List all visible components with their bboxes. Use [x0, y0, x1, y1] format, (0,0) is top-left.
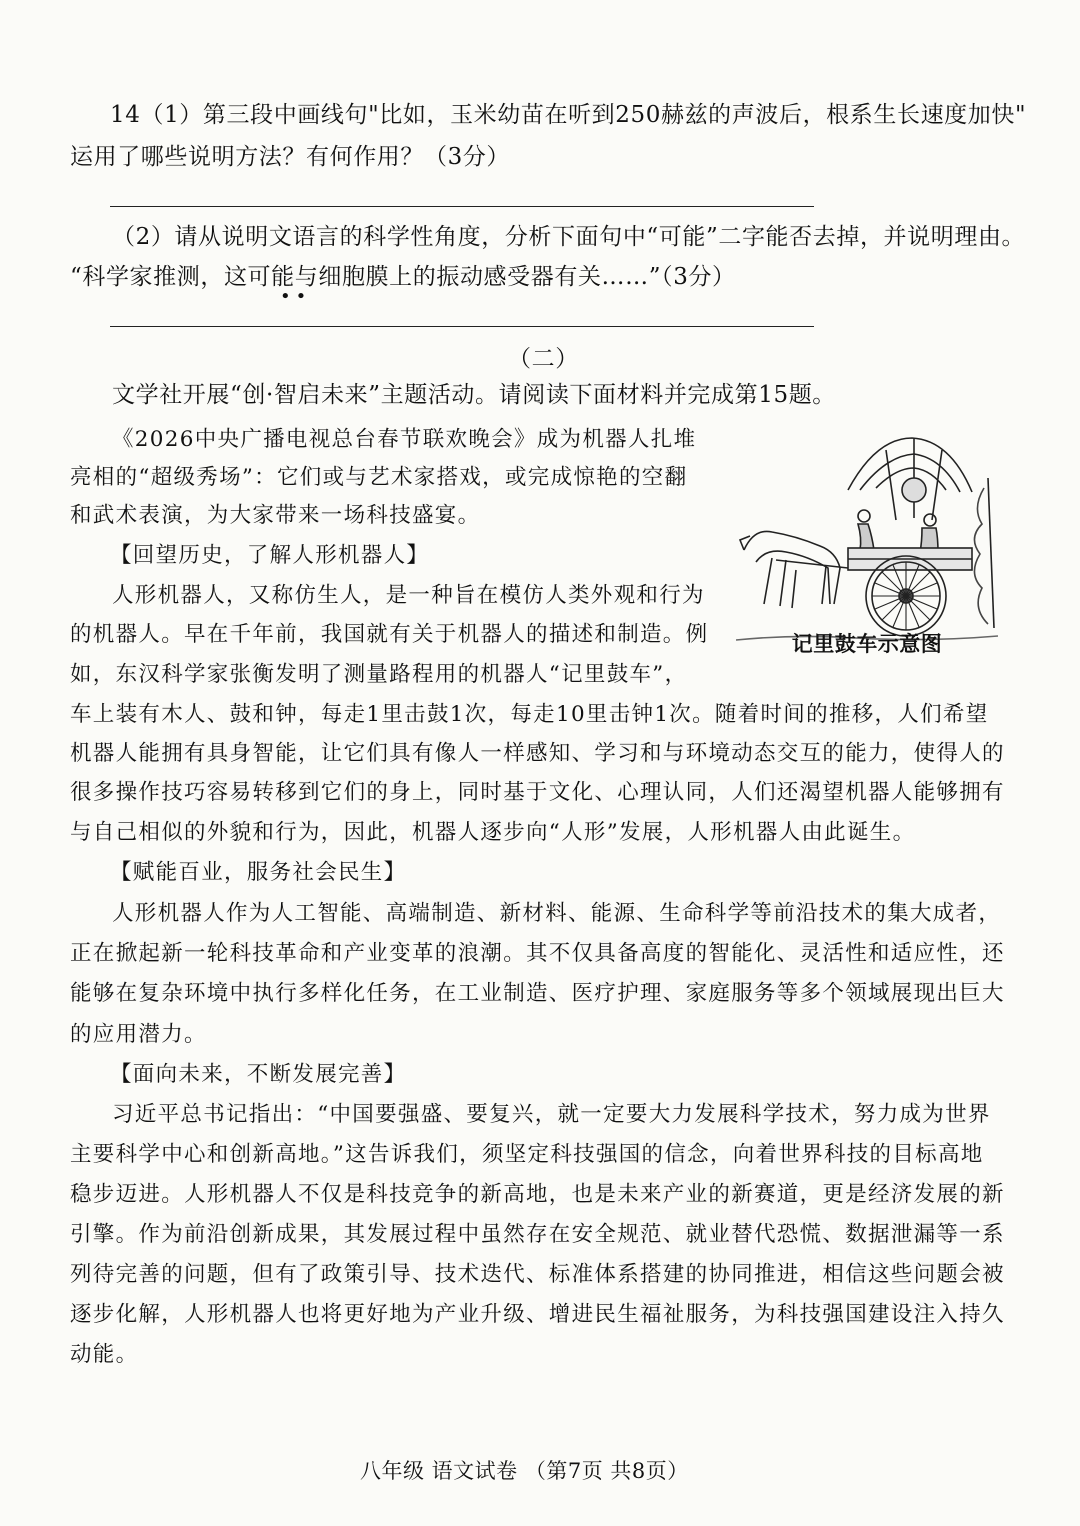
article-line: 机器人能拥有具身智能，让它们具有像人一样感知、学习和与环境动态交互的能力，使得人的 [70, 741, 1005, 766]
question-14-part1-line2: 运用了哪些说明方法？有何作用？（3分） [70, 144, 511, 170]
question-14-part2-line2: “科学家推测，这可能与细胞膜上的振动感受器有关……”（3分） [70, 264, 736, 290]
page-footer: 八年级 语文试卷 （第7页 共8页） [360, 1459, 689, 1483]
article-subheading: 【赋能百业，服务社会民生】 [110, 860, 407, 885]
article-line: 《2026中央广播电视总台春节联欢晚会》成为机器人扎堆 [112, 427, 697, 452]
article-line: 引擎。作为前沿创新成果，其发展过程中虽然存在安全规范、就业替代恐慌、数据泄漏等一系 [70, 1222, 1005, 1247]
answer-line-1[interactable] [110, 206, 814, 207]
article-line: 正在掀起新一轮科技革命和产业变革的浪潮。其不仅具备高度的智能化、灵活性和适应性，还 [70, 941, 1005, 966]
article-line: 亮相的“超级秀场”：它们或与艺术家搭戏，或完成惊艳的空翻 [70, 465, 688, 490]
article-line: 人形机器人，又称仿生人，是一种旨在模仿人类外观和行为 [112, 583, 705, 608]
figure-caption: 记里鼓车示意图 [791, 632, 943, 656]
article-line: 逐步化解，人形机器人也将更好地为产业升级、增进民生福祉服务，为科技强国建设注入持久 [70, 1302, 1005, 1327]
article-line: 的应用潜力。 [70, 1022, 207, 1047]
article-line: 很多操作技巧容易转移到它们的身上，同时基于文化、心理认同，人们还渴望机器人能够拥有 [70, 780, 1005, 805]
emphasis-dots: •• [280, 286, 312, 307]
section-intro: 文学社开展“创·智启未来”主题活动。请阅读下面材料并完成第15题。 [112, 382, 836, 408]
article-line: 人形机器人作为人工智能、高端制造、新材料、能源、生命科学等前沿技术的集大成者， [112, 901, 1002, 926]
question-14-part1-line1: 14（1）第三段中画线句"比如，玉米幼苗在听到250赫兹的声波后，根系生长速度加快" [110, 102, 1027, 128]
article-line: 能够在复杂环境中执行多样化任务，在工业制造、医疗护理、家庭服务等多个领域展现出巨大 [70, 981, 1005, 1006]
article-line: 列待完善的问题，但有了政策引导、技术迭代、标准体系搭建的协同推进，相信这些问题会被 [70, 1262, 1005, 1287]
article-line: 稳步迈进。人形机器人不仅是科技竞争的新高地，也是未来产业的新赛道，更是经济发展的新 [70, 1182, 1005, 1207]
article-line: 和武术表演，为大家带来一场科技盛宴。 [70, 503, 481, 528]
article-line: 的机器人。早在千年前，我国就有关于机器人的描述和制造。例 [70, 622, 709, 647]
article-subheading: 【回望历史，了解人形机器人】 [110, 543, 430, 568]
article-line: 车上装有木人、鼓和钟，每走1里击鼓1次，每走10里击钟1次。随着时间的推移，人们希望 [70, 702, 989, 727]
section-heading: （二） [508, 346, 579, 372]
article-line: 动能。 [70, 1342, 139, 1367]
article-line: 如，东汉科学家张衡发明了测量路程用的机器人“记里鼓车”， [70, 662, 688, 687]
question-14-part2-line1: （2）请从说明文语言的科学性角度，分析下面句中“可能”二字能否去掉，并说明理由。 [112, 224, 1026, 250]
answer-line-2[interactable] [110, 326, 814, 327]
article-line: 习近平总书记指出：“中国要强盛、要复兴，就一定要大力发展科学技术，努力成为世界 [112, 1102, 991, 1127]
article-line: 与自己相似的外貌和行为，因此，机器人逐步向“人形”发展，人形机器人由此诞生。 [70, 820, 916, 845]
article-subheading: 【面向未来，不断发展完善】 [110, 1062, 407, 1087]
article-line: 主要科学中心和创新高地。”这告诉我们，须坚定科技强国的信念，向着世界科技的目标高地 [70, 1142, 984, 1167]
